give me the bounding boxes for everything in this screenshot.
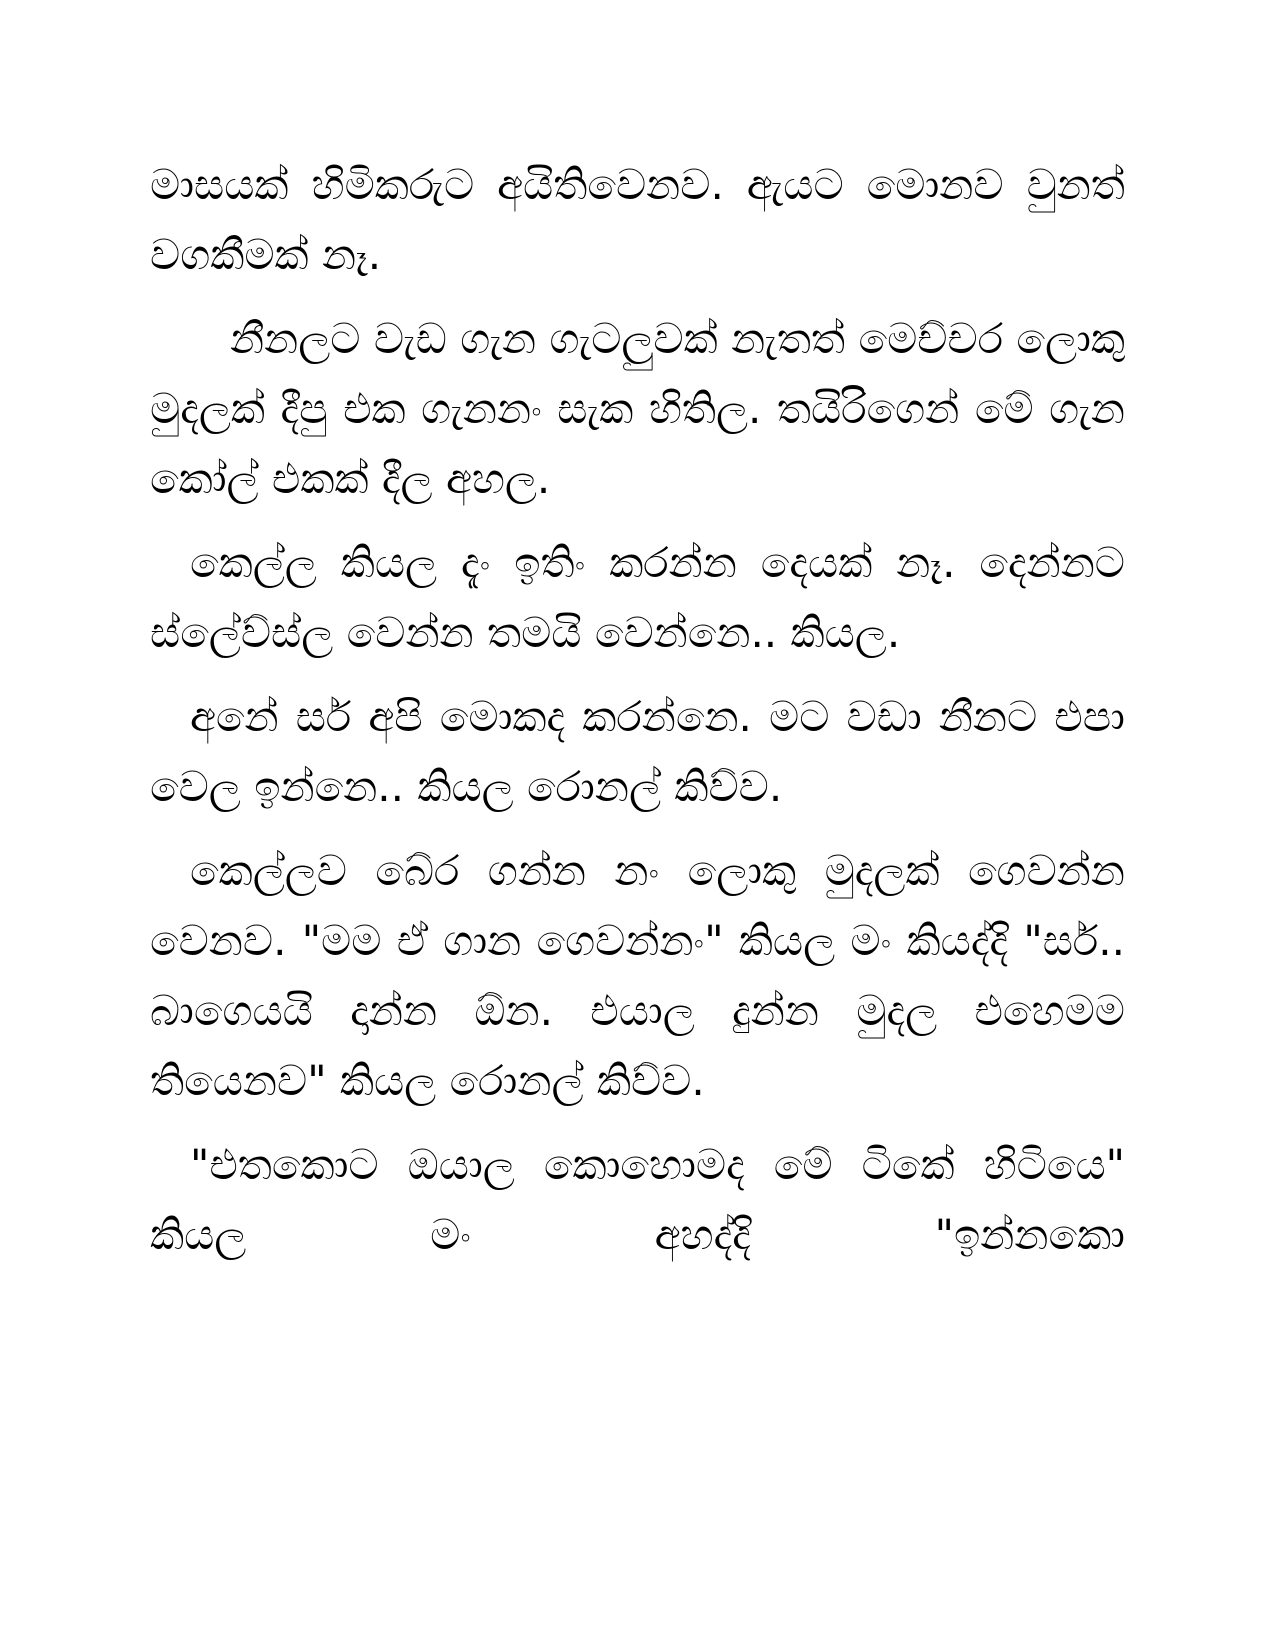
paragraph-6: "එතකොට ඔයාල කොහොමද මේ ටිකේ හිටියෙ" කියල මං අහද්දි "ඉන්නකො	[150, 1140, 1125, 1259]
paragraph-4: අනේ සර් අපි මොකද කරන්නෙ. මට වඩා නීනට එපා වෙල ඉන්නෙ.. කියල රොනල් කිව්ව.	[150, 692, 1125, 811]
paragraph-2: නීනලට වැඩ ගැන ගැටලුවක් නැතත් මෙච්චර ලොකු මුදලක් දීපු එක ගැනනං සැක හිතිල. තයිරිගෙන් මේ ගැන කෝල් එකක් දීල අහල.	[150, 314, 1125, 503]
paragraph-3: කෙල්ල කියල දැං ඉතිං කරන්න දෙයක් නෑ. දෙන්නට ස්ලේව්ස්ල වෙන්න තමයි වෙන්නෙ.. කියල.	[150, 538, 1125, 657]
paragraph-1: මාසයක් හිමිකරුට අයිතිවෙනව. ඇයට මොනව වුනත් වගකීමක් නෑ.	[150, 160, 1125, 279]
paragraph-5: කෙල්ලව බේර ගන්න නං ලොකු මුදලක් ගෙවන්න වෙනව. "මම ඒ ගාන ගෙවන්නං" කියල මං කියද්දි "සර්.. බාගෙයයි දාන්න ඕන. එයාල දුන්න මුදල එහෙමම තියෙනව" කියල රොනල් කිව්ව.	[150, 846, 1125, 1105]
document-body	[150, 150, 1125, 1284]
